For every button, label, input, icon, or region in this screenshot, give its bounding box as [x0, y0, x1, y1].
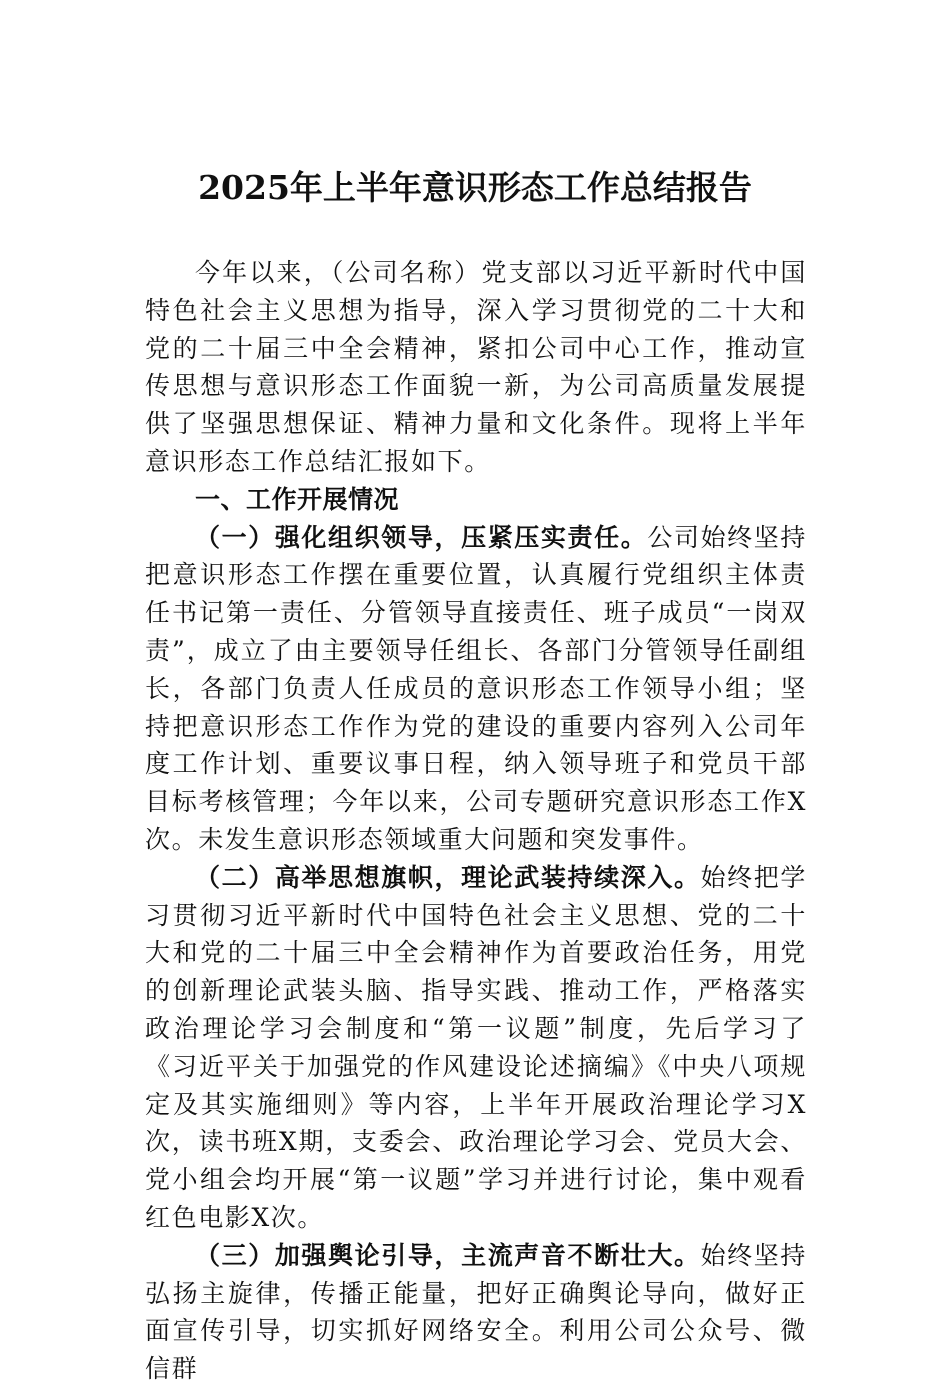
item-text-3: 始终坚持弘扬主旋律，传播正能量，把好正确舆论导向，做好正面宣传引导，切实抓好网络安全。利用公司公众号、微信群 [145, 1240, 808, 1384]
item-text-2: 始终把学习贯彻习近平新时代中国特色社会主义思想、党的二十大和党的二十届三中全会精神作为首要政治任务，用党的创新理论武装头脑、指导实践、推动工作，严格落实政治理论学习会制度和“第一议题”制度，先后学习了《习近平关于加强党的作风建设论述摘编》《中央八项规定及其实施细则》等内容，上半年开展政治理论学习X次，读书班X期，支委会、政治理论学习会、党员大会、党小组会均开展“第一议题”学习并进行讨论，集中观看红色电影X次。 [145, 862, 808, 1232]
item-paragraph-3 [145, 1237, 807, 1388]
intro-paragraph: 今年以来，（公司名称）党支部以习近平新时代中国特色社会主义思想为指导，深入学习贯彻党的二十大和党的二十届三中全会精神，紧扣公司中心工作，推动宣传思想与意识形态工作面貌一新，为公司高质量发展提供了坚强思想保证、精神力量和文化条件。现将上半年意识形态工作总结汇报如下。 [145, 258, 807, 476]
document-body [145, 254, 807, 1388]
document-title: 2025年上半年意识形态工作总结报告 [198, 168, 752, 207]
section-heading: 一、工作开展情况 [195, 484, 400, 514]
item-paragraph-1 [145, 519, 807, 859]
item-paragraph-2 [145, 859, 807, 1237]
item-lead-1: （一）强化组织领导，压紧压实责任。 [195, 522, 648, 552]
item-lead-2: （二）高举思想旗帜，理论武装持续深入。 [195, 862, 701, 892]
item-text-1: 公司始终坚持把意识形态工作摆在重要位置，认真履行党组织主体责任书记第一责任、分管领导直接责任、班子成员“一岗双责”，成立了由主要领导任组长、各部门分管领导任副组长，各部门负责人任成员的意识形态工作领导小组；坚持把意识形态工作作为党的建设的重要内容列入公司年度工作计划、重要议事日程，纳入领导班子和党员干部目标考核管理；今年以来，公司专题研究意识形态工作X次。未发生意识形态领域重大问题和突发事件。 [145, 522, 808, 854]
item-lead-3: （三）加强舆论引导，主流声音不断壮大。 [195, 1240, 701, 1270]
